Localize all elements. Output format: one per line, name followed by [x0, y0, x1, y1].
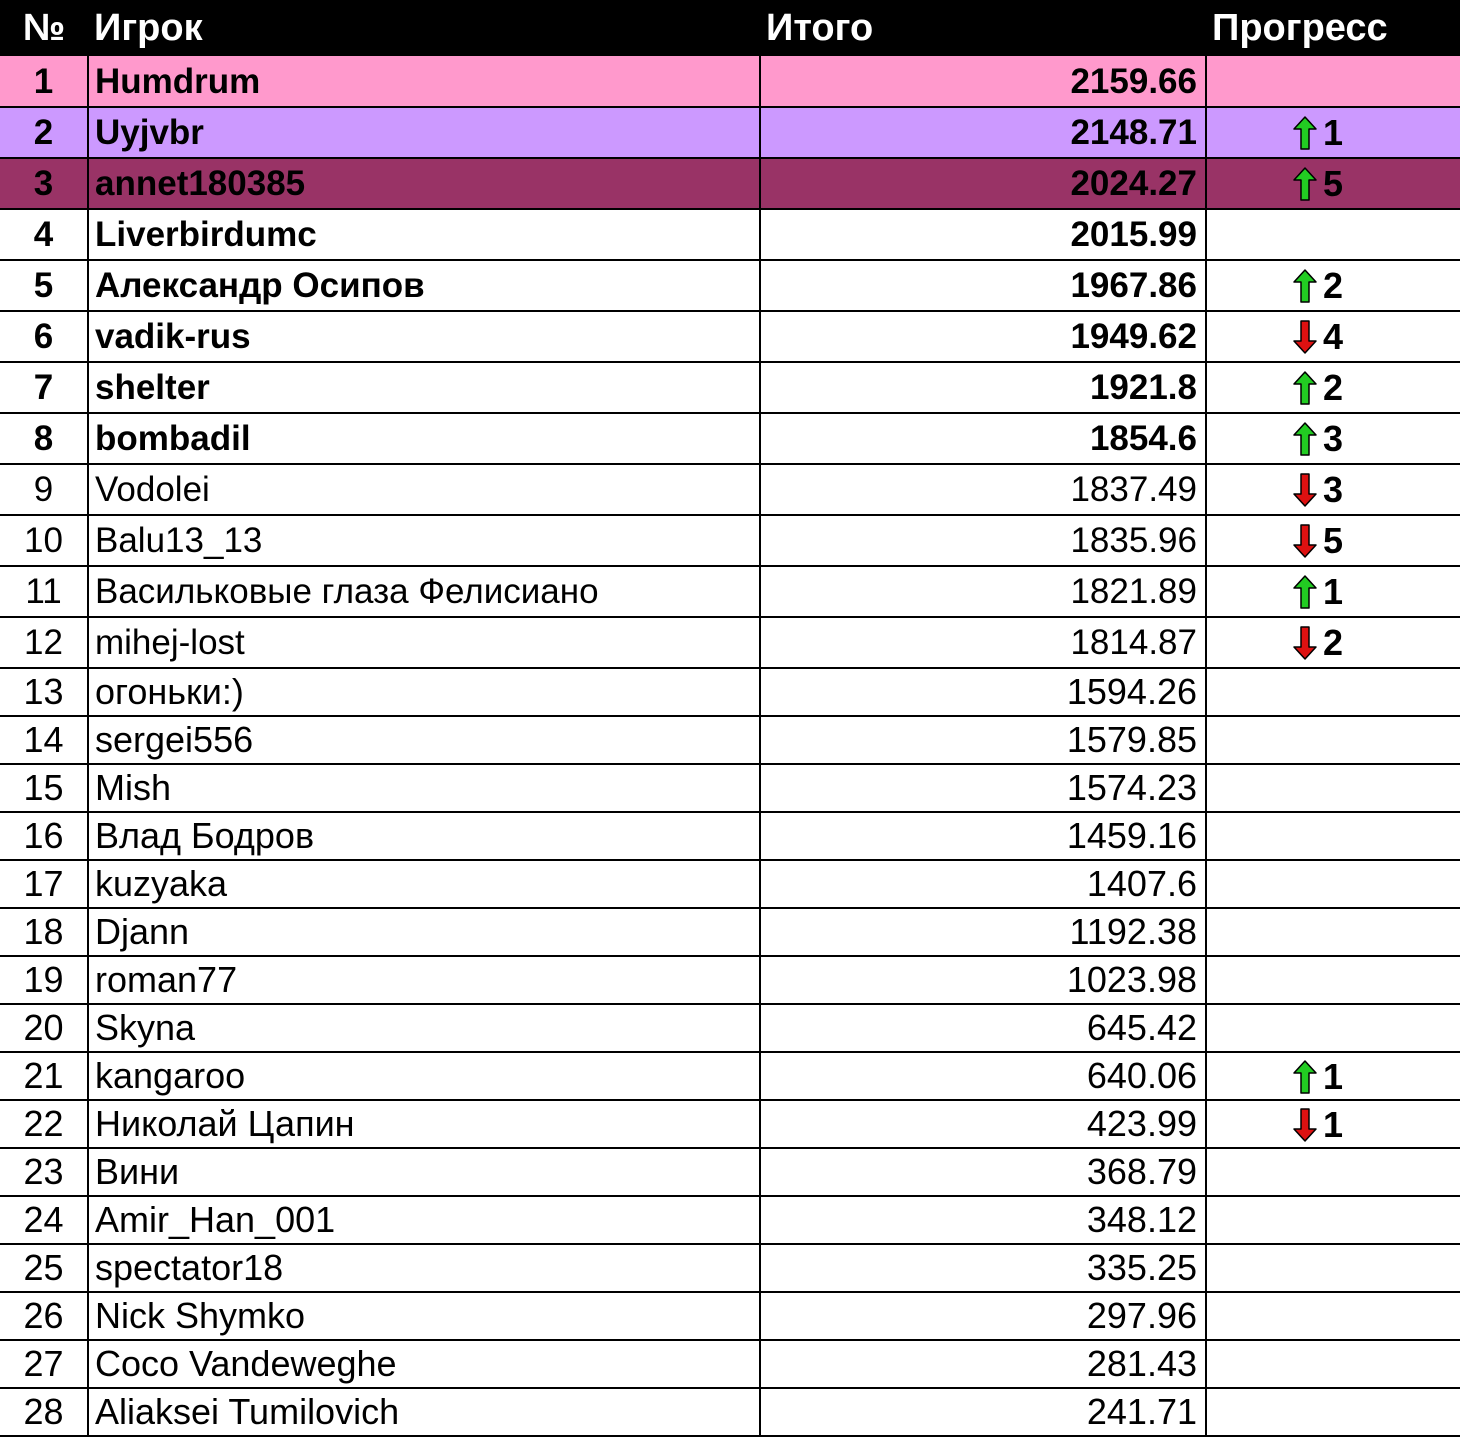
arrow-up-icon [1293, 269, 1317, 303]
progress-cell [1206, 1244, 1460, 1292]
rank-cell: 12 [0, 617, 88, 668]
table-row [0, 413, 1460, 464]
arrow-up-icon [1293, 116, 1317, 150]
table-row [0, 1052, 1460, 1100]
progress-change-value: 3 [1323, 418, 1344, 460]
total-score-cell: 1854.6 [760, 413, 1206, 464]
arrow-down-icon [1293, 320, 1317, 354]
rank-cell: 27 [0, 1340, 88, 1388]
player-name-cell: Васильковые глаза Фелисиано [88, 566, 760, 617]
rank-cell: 24 [0, 1196, 88, 1244]
player-name-cell: Vodolei [88, 464, 760, 515]
player-name-cell: Coco Vandeweghe [88, 1340, 760, 1388]
table-row [0, 1004, 1460, 1052]
rank-cell: 2 [0, 107, 88, 158]
total-score-cell: 1835.96 [760, 515, 1206, 566]
table-row [0, 107, 1460, 158]
rank-cell: 3 [0, 158, 88, 209]
player-name-cell: shelter [88, 362, 760, 413]
rank-cell: 22 [0, 1100, 88, 1148]
progress-change-value: 3 [1323, 469, 1344, 511]
total-score-cell: 1814.87 [760, 617, 1206, 668]
player-name-cell: annet180385 [88, 158, 760, 209]
rank-cell: 7 [0, 362, 88, 413]
rank-cell: 28 [0, 1388, 88, 1436]
progress-change-value: 1 [1323, 1056, 1344, 1098]
total-score-cell: 1837.49 [760, 464, 1206, 515]
total-score-cell: 281.43 [760, 1340, 1206, 1388]
table-row [0, 158, 1460, 209]
progress-change-value: 1 [1323, 571, 1344, 613]
table-row [0, 566, 1460, 617]
total-score-cell: 2159.66 [760, 56, 1206, 107]
table-row [0, 56, 1460, 107]
player-name-cell: Skyna [88, 1004, 760, 1052]
progress-change-value: 1 [1323, 112, 1344, 154]
progress-cell [1206, 1196, 1460, 1244]
progress-cell [1206, 1292, 1460, 1340]
player-name-cell: Balu13_13 [88, 515, 760, 566]
player-name-cell: Djann [88, 908, 760, 956]
rank-cell: 14 [0, 716, 88, 764]
rank-cell: 19 [0, 956, 88, 1004]
rank-cell: 23 [0, 1148, 88, 1196]
table-row [0, 1340, 1460, 1388]
table-row [0, 956, 1460, 1004]
total-score-cell: 1949.62 [760, 311, 1206, 362]
rank-cell: 16 [0, 812, 88, 860]
player-name-cell: mihej-lost [88, 617, 760, 668]
total-score-cell: 1574.23 [760, 764, 1206, 812]
progress-cell [1206, 1100, 1460, 1148]
arrow-down-icon [1293, 524, 1317, 558]
player-name-cell: Liverbirdumc [88, 209, 760, 260]
arrow-up-icon [1293, 575, 1317, 609]
player-name-cell: spectator18 [88, 1244, 760, 1292]
progress-cell [1206, 107, 1460, 158]
table-row [0, 1244, 1460, 1292]
total-score-cell: 423.99 [760, 1100, 1206, 1148]
arrow-up-icon [1293, 371, 1317, 405]
rank-cell: 18 [0, 908, 88, 956]
total-score-cell: 1579.85 [760, 716, 1206, 764]
arrow-up-icon [1293, 1060, 1317, 1094]
rank-cell: 6 [0, 311, 88, 362]
arrow-up-icon [1293, 422, 1317, 456]
player-name-cell: kangaroo [88, 1052, 760, 1100]
rank-cell: 8 [0, 413, 88, 464]
rank-cell: 26 [0, 1292, 88, 1340]
total-score-cell: 640.06 [760, 1052, 1206, 1100]
progress-cell [1206, 413, 1460, 464]
arrow-down-icon [1293, 473, 1317, 507]
table-row [0, 515, 1460, 566]
rank-cell: 4 [0, 209, 88, 260]
progress-cell [1206, 209, 1460, 260]
total-score-cell: 1967.86 [760, 260, 1206, 311]
progress-cell [1206, 617, 1460, 668]
total-score-cell: 1023.98 [760, 956, 1206, 1004]
table-row [0, 209, 1460, 260]
table-row [0, 764, 1460, 812]
total-score-cell: 1192.38 [760, 908, 1206, 956]
progress-cell [1206, 158, 1460, 209]
table-row [0, 1100, 1460, 1148]
progress-cell [1206, 362, 1460, 413]
player-name-cell: Mish [88, 764, 760, 812]
total-score-cell: 1594.26 [760, 668, 1206, 716]
player-name-cell: kuzyaka [88, 860, 760, 908]
progress-cell [1206, 1052, 1460, 1100]
arrow-up-icon [1293, 167, 1317, 201]
rank-cell: 9 [0, 464, 88, 515]
table-row [0, 1292, 1460, 1340]
rank-cell: 15 [0, 764, 88, 812]
progress-cell [1206, 1388, 1460, 1436]
table-row [0, 908, 1460, 956]
table-row [0, 1148, 1460, 1196]
rank-cell: 11 [0, 566, 88, 617]
player-name-cell: Nick Shymko [88, 1292, 760, 1340]
arrow-down-icon [1293, 1108, 1317, 1142]
total-score-cell: 297.96 [760, 1292, 1206, 1340]
player-name-cell: sergei556 [88, 716, 760, 764]
header-total: Итого [760, 0, 1206, 56]
progress-change-value: 2 [1323, 367, 1344, 409]
player-name-cell: Александр Осипов [88, 260, 760, 311]
player-name-cell: Aliaksei Tumilovich [88, 1388, 760, 1436]
progress-change-value: 2 [1323, 622, 1344, 664]
rank-cell: 13 [0, 668, 88, 716]
player-name-cell: roman77 [88, 956, 760, 1004]
table-row [0, 362, 1460, 413]
progress-change-value: 4 [1323, 316, 1344, 358]
total-score-cell: 2148.71 [760, 107, 1206, 158]
player-name-cell: Uyjvbr [88, 107, 760, 158]
progress-change-value: 1 [1323, 1104, 1344, 1146]
progress-cell [1206, 311, 1460, 362]
player-name-cell: vadik-rus [88, 311, 760, 362]
total-score-cell: 2015.99 [760, 209, 1206, 260]
rank-cell: 25 [0, 1244, 88, 1292]
player-name-cell: огоньки:) [88, 668, 760, 716]
progress-cell [1206, 764, 1460, 812]
rank-cell: 1 [0, 56, 88, 107]
total-score-cell: 2024.27 [760, 158, 1206, 209]
header-num: № [0, 0, 88, 56]
progress-cell [1206, 860, 1460, 908]
rank-cell: 17 [0, 860, 88, 908]
rank-cell: 10 [0, 515, 88, 566]
header-progress: Прогресс [1206, 0, 1460, 56]
table-row [0, 860, 1460, 908]
table-row [0, 1388, 1460, 1436]
progress-cell [1206, 56, 1460, 107]
progress-change-value: 5 [1323, 520, 1344, 562]
total-score-cell: 368.79 [760, 1148, 1206, 1196]
progress-cell [1206, 1340, 1460, 1388]
progress-cell [1206, 908, 1460, 956]
progress-cell [1206, 812, 1460, 860]
total-score-cell: 1821.89 [760, 566, 1206, 617]
table-row [0, 260, 1460, 311]
progress-cell [1206, 1148, 1460, 1196]
progress-change-value: 5 [1323, 163, 1344, 205]
total-score-cell: 645.42 [760, 1004, 1206, 1052]
progress-cell [1206, 515, 1460, 566]
total-score-cell: 1459.16 [760, 812, 1206, 860]
total-score-cell: 1921.8 [760, 362, 1206, 413]
header-row [0, 0, 1460, 56]
standings-body [0, 56, 1460, 1436]
table-row [0, 668, 1460, 716]
table-row [0, 311, 1460, 362]
table-row [0, 1196, 1460, 1244]
arrow-down-icon [1293, 626, 1317, 660]
rank-cell: 5 [0, 260, 88, 311]
player-name-cell: bombadil [88, 413, 760, 464]
table-row [0, 812, 1460, 860]
total-score-cell: 348.12 [760, 1196, 1206, 1244]
table-row [0, 464, 1460, 515]
rank-cell: 21 [0, 1052, 88, 1100]
table-row [0, 716, 1460, 764]
player-name-cell: Вини [88, 1148, 760, 1196]
player-name-cell: Влад Бодров [88, 812, 760, 860]
player-name-cell: Николай Цапин [88, 1100, 760, 1148]
progress-cell [1206, 566, 1460, 617]
total-score-cell: 1407.6 [760, 860, 1206, 908]
total-score-cell: 335.25 [760, 1244, 1206, 1292]
player-name-cell: Amir_Han_001 [88, 1196, 760, 1244]
progress-cell [1206, 1004, 1460, 1052]
total-score-cell: 241.71 [760, 1388, 1206, 1436]
progress-cell [1206, 956, 1460, 1004]
rank-cell: 20 [0, 1004, 88, 1052]
progress-cell [1206, 464, 1460, 515]
progress-cell [1206, 716, 1460, 764]
table-row [0, 617, 1460, 668]
progress-cell [1206, 668, 1460, 716]
player-name-cell: Humdrum [88, 56, 760, 107]
header-player: Игрок [88, 0, 760, 56]
progress-cell [1206, 260, 1460, 311]
progress-change-value: 2 [1323, 265, 1344, 307]
